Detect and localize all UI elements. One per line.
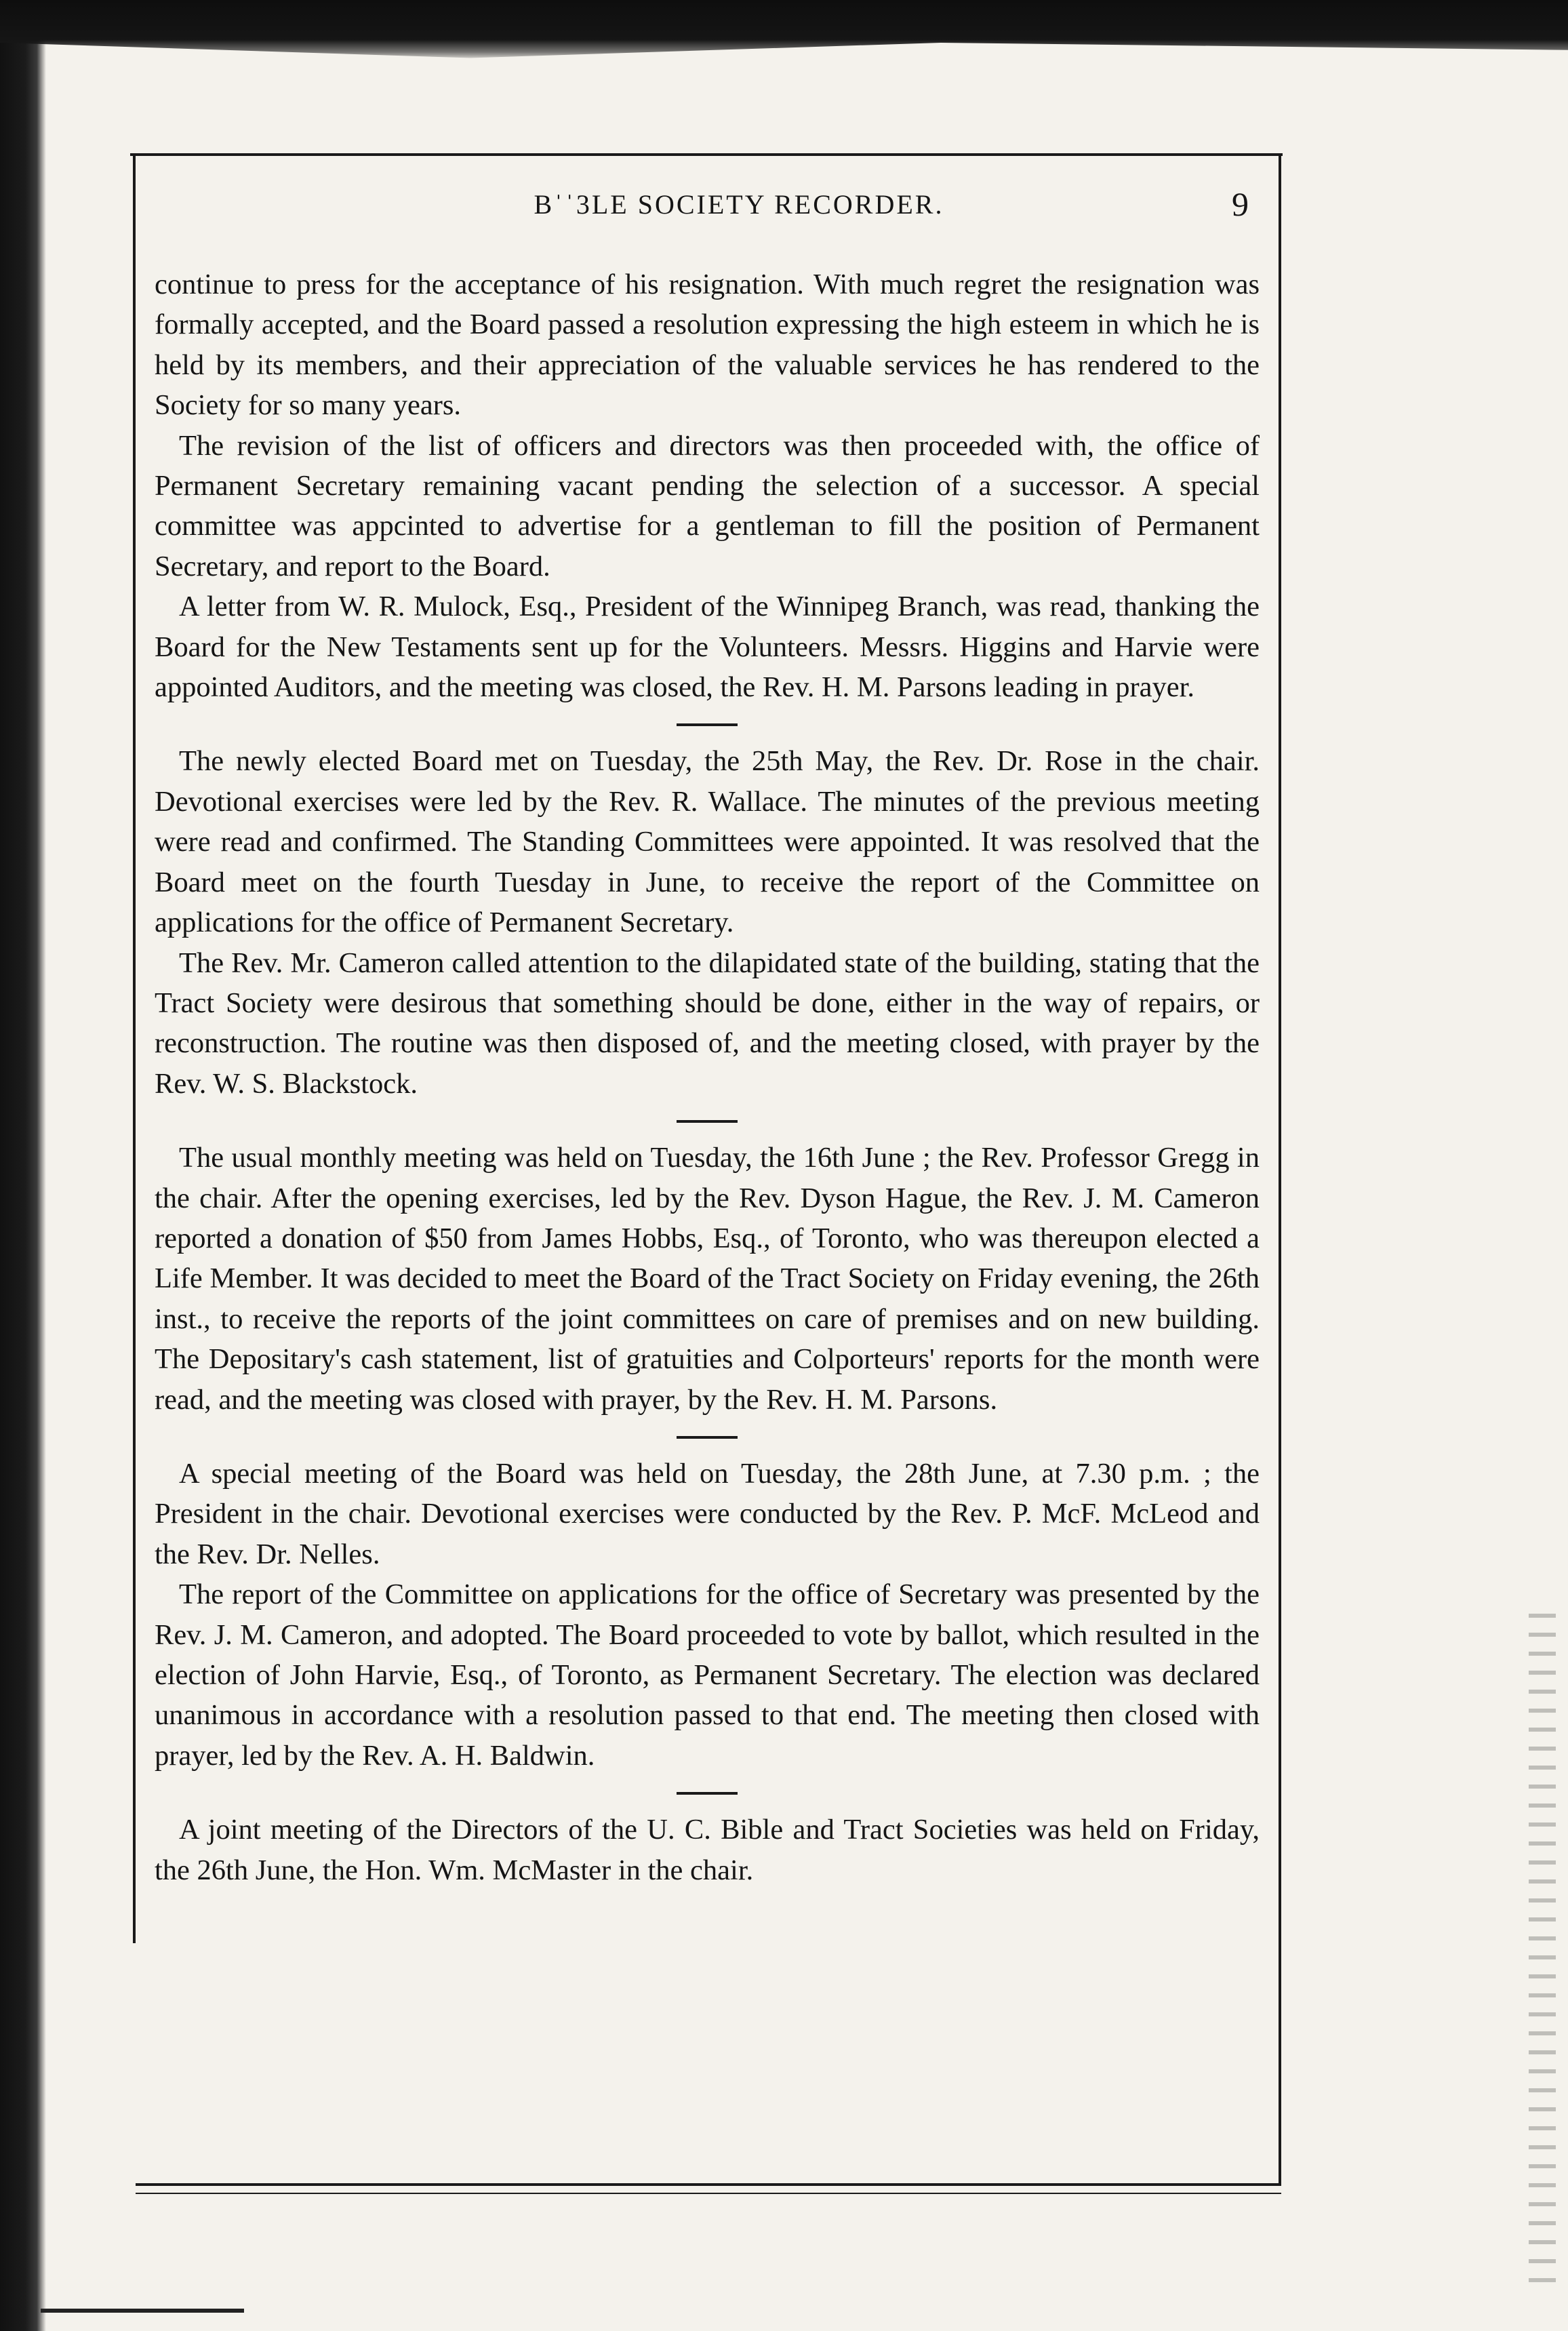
frame-bottom-rule-thin (136, 2193, 1281, 2194)
paragraph: The revision of the list of officers and directors was then proceeded with, the office of Permanent Secretary remaining vacant pending the selection of a successor. A special committee was appcinted to advertise for a gentleman to fill the position of Permanent Secretary, and report to the Board. (155, 429, 1260, 582)
frame-bottom-rule (136, 2183, 1281, 2186)
page-header (156, 185, 1261, 236)
scan-bottom-edge (41, 2309, 244, 2313)
scan-right-edge (1529, 1614, 1556, 2292)
binding-shadow (0, 0, 46, 2331)
minutes-section-2 (155, 741, 1260, 1104)
section-divider (677, 1120, 738, 1123)
frame-left-rule (133, 153, 136, 1943)
paragraph: A joint meeting of the Directors of the U. C. Bible and Tract Societies was held on Friday, the 26th June, the Hon. Wm. McMaster in the chair. (155, 1814, 1260, 1886)
frame-right-rule (1279, 153, 1281, 2186)
section-divider (677, 1436, 738, 1439)
paragraph: A special meeting of the Board was held on Tuesday, the 28th June, at 7.30 p.m. ; the President in the chair. Devotional exercises were conducted by the Rev. P. McF. McLeod and the Rev. Dr. Nelles. (155, 1457, 1260, 1570)
section-divider (677, 1792, 738, 1795)
paragraph: The usual monthly meeting was held on Tuesday, the 16th June ; the Rev. Professor Gregg in the chair. After the opening exercises, led by the Rev. Dyson Hague, the Rev. J. M. Cameron reported a donation of $50 from James Hobbs, Esq., of Toronto, who was thereupon elected a Life Member. It was decided to meet the Board of the Tract Society on Friday evening, the 26th inst., to receive the reports of the joint committees on care of premises and on new building. The Depositary's cash statement, list of gratuities and Colporteurs' reports for the month were read, and the meeting was closed with prayer, by the Rev. H. M. Parsons. (155, 1142, 1260, 1416)
running-head: Bˈˈ3LE SOCIETY RECORDER. (534, 189, 944, 220)
section-divider (677, 723, 738, 726)
minutes-section-4 (155, 1454, 1260, 1776)
paragraph: A letter from W. R. Mulock, Esq., President of the Winnipeg Branch, was read, thanking the Board for the New Testaments sent up for the Volunteers. Messrs. Higgins and Harvie were appointed Auditors, and the meeting was closed, the Rev. H. M. Parsons leading in prayer. (155, 591, 1260, 704)
minutes-section-1 (155, 264, 1260, 707)
article-body (155, 264, 1260, 1890)
minutes-section-5 (155, 1810, 1260, 1890)
page-number: 9 (1232, 185, 1249, 223)
paragraph: The Rev. Mr. Cameron called attention to the dilapidated state of the building, stating that the Tract Society were desirous that something should be done, either in the way of repairs, or reconstruction. The routine was then disposed of, and the meeting closed, with prayer by the Rev. W. S. Blackstock. (155, 947, 1260, 1100)
paragraph: The report of the Committee on applications for the office of Secretary was presented by the Rev. J. M. Cameron, and adopted. The Board proceeded to vote by ballot, which resulted in the election of John Harvie, Esq., of Toronto, as Permanent Secretary. The election was declared unanimous in accordance with a resolution passed to that end. The meeting then closed with prayer, led by the Rev. A. H. Baldwin. (155, 1578, 1260, 1772)
scan-top-edge (0, 0, 1568, 61)
frame-top-rule (130, 153, 1283, 156)
paragraph: The newly elected Board met on Tuesday, the 25th May, the Rev. Dr. Rose in the chair. Devotional exercises were led by the Rev. R. Wallace. The minutes of the previous meeting were read and confirmed. The Standing Committees were appointed. It was resolved that the Board meet on the fourth Tuesday in June, to receive the report of the Committee on applications for the office of Permanent Secretary. (155, 745, 1260, 939)
minutes-section-3 (155, 1138, 1260, 1420)
paragraph: continue to press for the acceptance of his resignation. With much regret the resignation was formally accepted, and the Board passed a resolution expressing the high esteem in which he is held by its members, and their appreciation of the valuable services he has rendered to the Society for so many years. (155, 268, 1260, 422)
